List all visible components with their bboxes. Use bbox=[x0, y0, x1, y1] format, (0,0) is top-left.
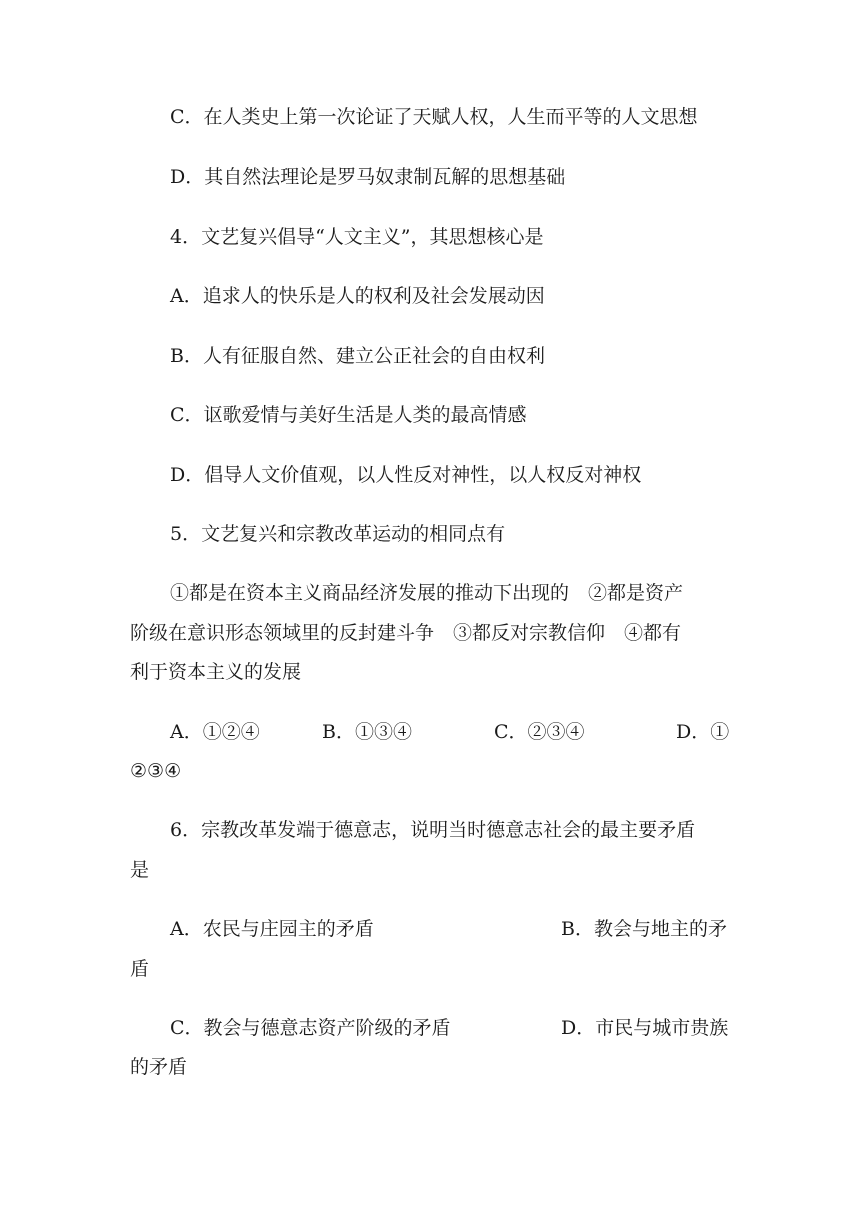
q3-option-c: C．在人类史上第一次论证了天赋人权，人生而平等的人文思想 bbox=[170, 106, 698, 128]
q6-option-d: D．市民与城市贵族 bbox=[561, 1017, 729, 1039]
q4-option-a: A．追求人的快乐是人的权利及社会发展动因 bbox=[170, 285, 545, 307]
q6-stem-line-2: 是 bbox=[130, 859, 150, 881]
q3-option-d: D．其自然法理论是罗马奴隶制瓦解的思想基础 bbox=[170, 166, 566, 188]
q5-option-d-wrap: ②③④ bbox=[130, 760, 182, 782]
q4-option-b: B．人有征服自然、建立公正社会的自由权利 bbox=[170, 345, 545, 367]
q4-option-c: C．讴歌爱情与美好生活是人类的最高情感 bbox=[170, 404, 527, 426]
q5-paragraph-line-1: ①都是在资本主义商品经济发展的推动下出现的 ②都是资产 bbox=[170, 582, 684, 604]
q5-paragraph-line-2: 阶级在意识形态领域里的反封建斗争 ③都反对宗教信仰 ④都有 bbox=[130, 622, 682, 644]
q6-option-c: C．教会与德意志资产阶级的矛盾 bbox=[170, 1017, 451, 1039]
q5-option-a: A．①②④ bbox=[170, 721, 260, 743]
q4-option-d: D．倡导人文价值观，以人性反对神性，以人权反对神权 bbox=[170, 464, 642, 486]
q6-option-b: B．教会与地主的矛 bbox=[561, 918, 727, 940]
q6-stem-line-1: 6．宗教改革发端于德意志，说明当时德意志社会的最主要矛盾 bbox=[170, 819, 696, 841]
q5-option-c: C．②③④ bbox=[494, 721, 585, 743]
q4-stem: 4．文艺复兴倡导“人文主义”，其思想核心是 bbox=[170, 226, 544, 248]
q5-option-d: D．① bbox=[676, 721, 730, 743]
q5-stem: 5．文艺复兴和宗教改革运动的相同点有 bbox=[170, 523, 506, 545]
q6-option-a: A．农民与庄园主的矛盾 bbox=[170, 918, 374, 940]
q6-option-d-wrap: 的矛盾 bbox=[130, 1056, 188, 1078]
q5-option-b: B．①③④ bbox=[322, 721, 412, 743]
q6-option-b-wrap: 盾 bbox=[130, 958, 150, 980]
q5-paragraph-line-3: 利于资本主义的发展 bbox=[130, 661, 302, 683]
